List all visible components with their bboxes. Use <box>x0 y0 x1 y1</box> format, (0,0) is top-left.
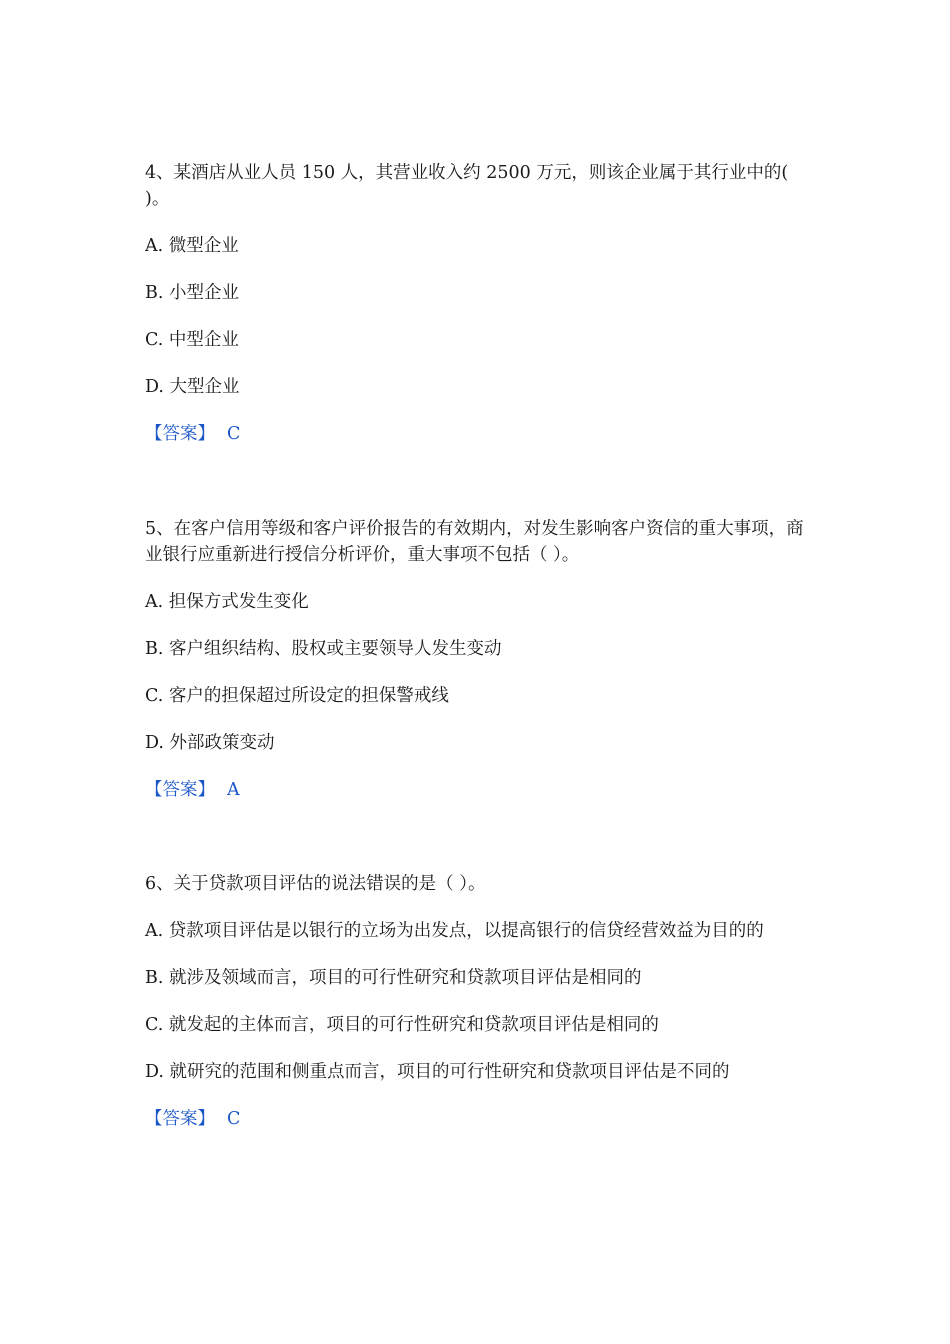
option-c: C. 就发起的主体而言，项目的可行性研究和贷款项目评估是相同的 <box>145 1015 659 1035</box>
answer-line <box>145 421 815 447</box>
option-d: D. 大型企业 <box>145 377 240 397</box>
option-b: B. 小型企业 <box>145 283 239 303</box>
answer-label: 【答案】 <box>145 424 215 444</box>
question-5 <box>145 516 815 803</box>
question-stem: 6、关于贷款项目评估的说法错误的是（ ）。 <box>145 874 486 894</box>
answer-value: C <box>227 424 241 444</box>
option-a: A. 微型企业 <box>145 236 239 256</box>
option-b: B. 就涉及领域而言，项目的可行性研究和贷款项目评估是相同的 <box>145 968 642 988</box>
option-a: A. 担保方式发生变化 <box>145 592 309 612</box>
option-b: B. 客户组织结构、股权或主要领导人发生变动 <box>145 639 502 659</box>
answer-line <box>145 777 815 803</box>
question-stem: 5、在客户信用等级和客户评价报告的有效期内，对发生影响客户资信的重大事项，商业银行应重新进行授信分析评价，重大事项不包括（ ）。 <box>145 519 804 565</box>
option-d: D. 就研究的范围和侧重点而言，项目的可行性研究和贷款项目评估是不同的 <box>145 1062 730 1082</box>
option-d: D. 外部政策变动 <box>145 733 275 753</box>
answer-value: A <box>227 780 240 800</box>
option-a: A. 贷款项目评估是以银行的立场为出发点，以提高银行的信贷经营效益为目的的 <box>145 921 764 941</box>
option-c: C. 客户的担保超过所设定的担保警戒线 <box>145 686 449 706</box>
answer-value: C <box>227 1109 241 1129</box>
question-stem: 4、某酒店从业人员 150 人，其营业收入约 2500 万元，则该企业属于其行业中的( )。 <box>145 163 789 209</box>
option-c: C. 中型企业 <box>145 330 239 350</box>
question-6 <box>145 871 815 1132</box>
answer-line <box>145 1106 815 1132</box>
answer-label: 【答案】 <box>145 780 215 800</box>
answer-label: 【答案】 <box>145 1109 215 1129</box>
question-4 <box>145 160 815 447</box>
